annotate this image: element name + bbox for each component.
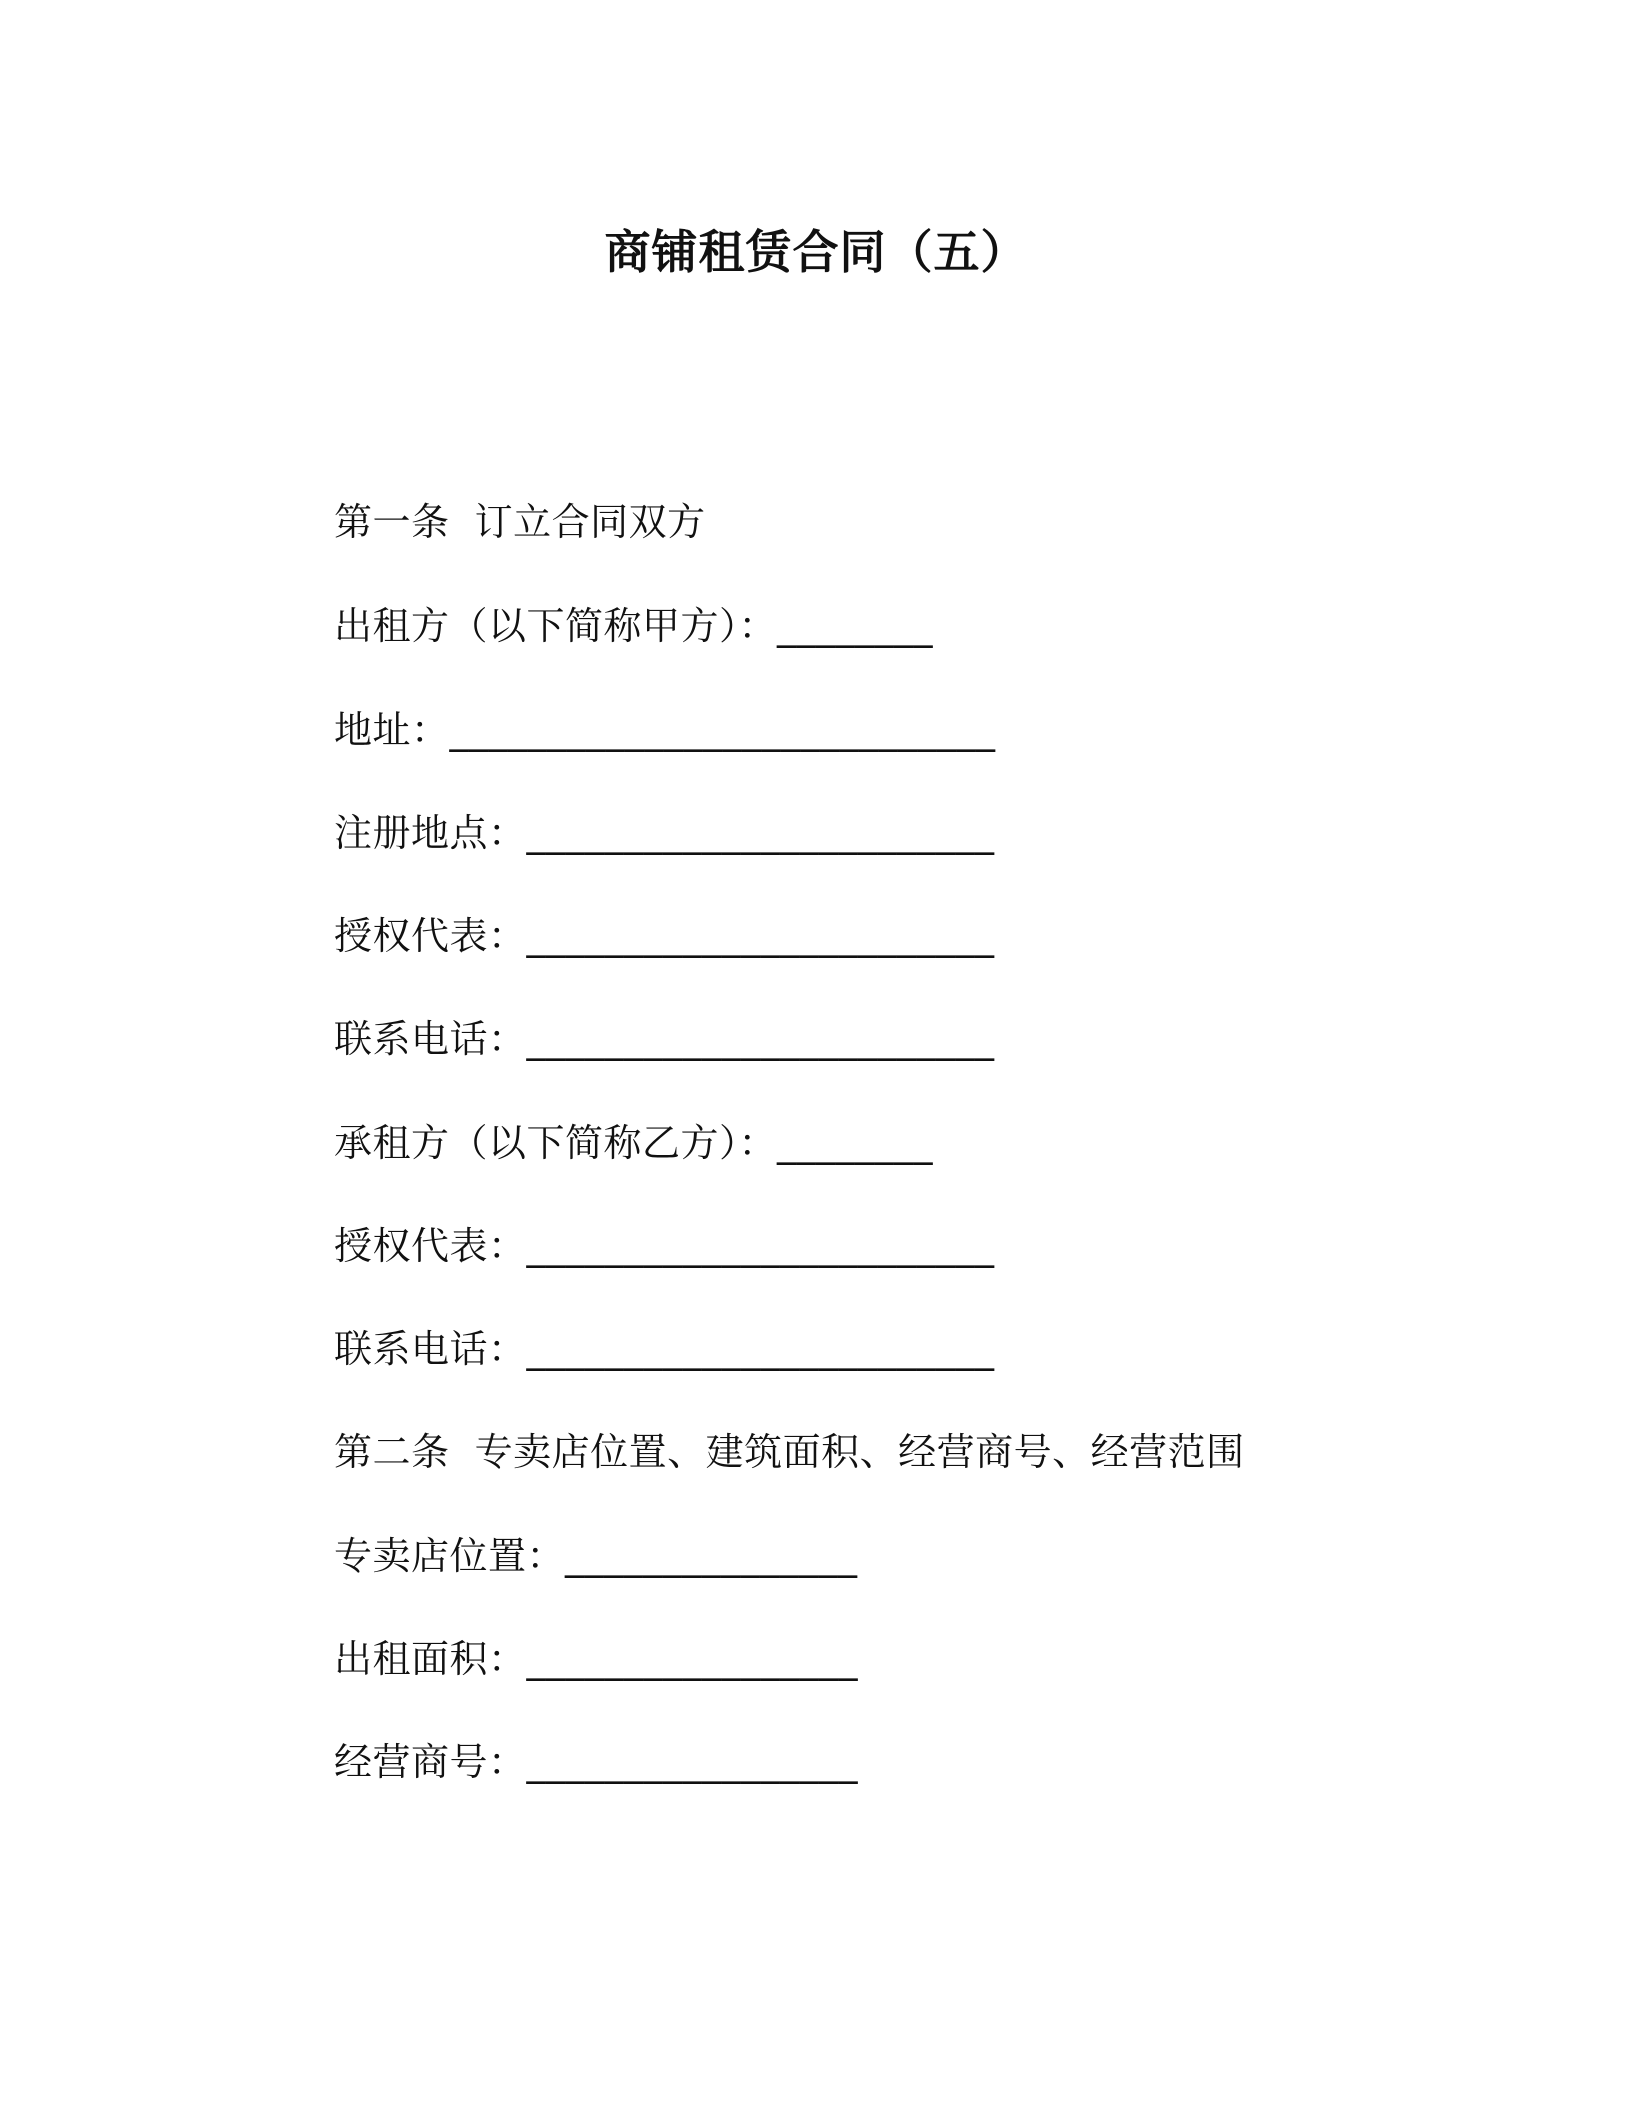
- business-name-line: 经营商号：_________________: [334, 1740, 859, 1784]
- lessee-authorized-rep-line: 授权代表：________________________: [334, 1224, 995, 1268]
- lessee-phone-line: 联系电话：________________________: [334, 1327, 995, 1371]
- lessee-line: 承租方（以下简称乙方）：________: [334, 1121, 934, 1165]
- address-line: 地址：____________________________: [334, 708, 996, 752]
- registered-place-line: 注册地点：________________________: [334, 811, 995, 855]
- lessor-line: 出租方（以下简称甲方）：________: [334, 604, 934, 648]
- article-1-heading: 第一条 订立合同双方: [334, 500, 706, 544]
- lessor-phone-line: 联系电话：________________________: [334, 1017, 995, 1061]
- store-location-line: 专卖店位置：_______________: [334, 1534, 858, 1578]
- article-2-heading: 第二条 专卖店位置、建筑面积、经营商号、经营范围: [334, 1430, 1245, 1474]
- rental-area-line: 出租面积：_________________: [334, 1637, 859, 1681]
- document-title: 商铺租赁合同（五）: [604, 225, 1028, 279]
- lessor-authorized-rep-line: 授权代表：________________________: [334, 914, 995, 958]
